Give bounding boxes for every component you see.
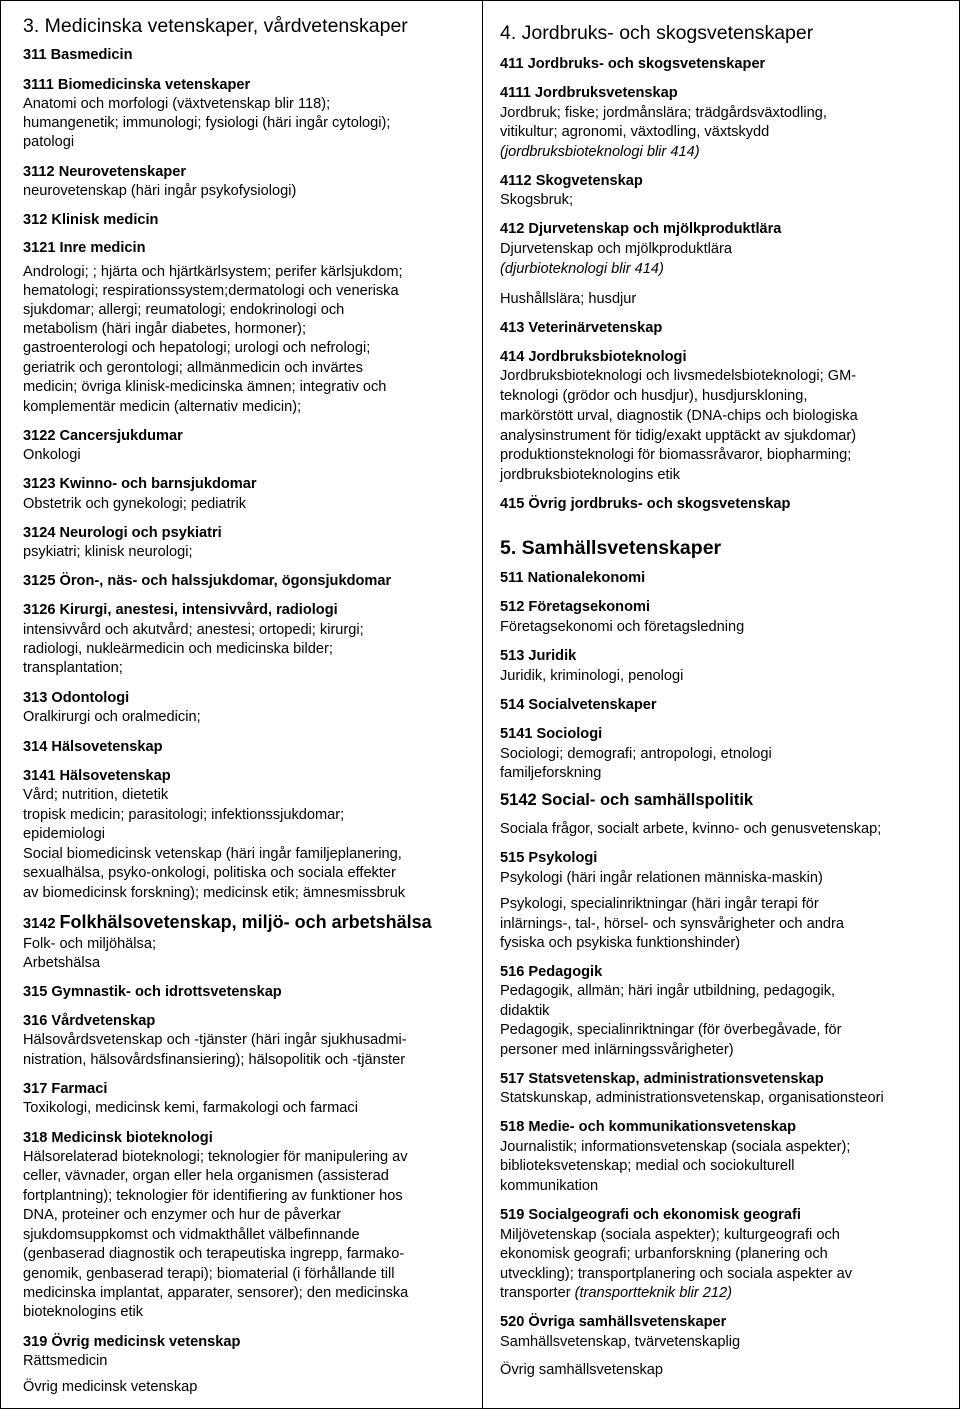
text-line: Onkologi <box>23 447 81 463</box>
subject-314: 314 Hälsovetenskap <box>23 739 163 755</box>
subject-311: 311 Basmedicin <box>23 47 133 63</box>
subject-412: 412 Djurvetenskap och mjölkproduktlära <box>500 221 782 237</box>
subject-5141: 5141 Sociologi <box>500 726 603 742</box>
text-line: bioteknologins etik <box>23 1304 144 1320</box>
text-line: Jordbruksbioteknologi och livsmedelsbioteknologi; GM- <box>500 368 857 384</box>
subject-312: 312 Klinisk medicin <box>23 212 159 228</box>
text-line: nistration, hälsovårdsfinansiering); hälsopolitik och -tjänster <box>23 1052 406 1068</box>
text-line: komplementär medicin (alternativ medicin); <box>23 399 302 415</box>
text-line: Folk- och miljöhälsa; <box>23 936 157 952</box>
text-line: didaktik <box>500 1003 550 1019</box>
text-line: Hälsovårdsvetenskap och -tjänster (häri ingår sjukhusadmi- <box>23 1032 407 1048</box>
subject-512: 512 Företagsekonomi <box>500 599 651 615</box>
text-line: Samhällsvetenskap, tvärvetenskaplig <box>500 1334 741 1350</box>
subject-3123: 3123 Kwinno- och barnsjukdomar <box>23 476 257 492</box>
subject-3142-title: Folkhälsovetenskap, miljö- och arbetshälsa <box>59 912 432 932</box>
subject-313: 313 Odontologi <box>23 690 130 706</box>
text-line: jordbruksbioteknologins etik <box>500 467 681 483</box>
text-line: kommunikation <box>500 1178 599 1194</box>
subject-413: 413 Veterinärvetenskap <box>500 320 663 336</box>
text-line: inlärnings-, tal-, hörsel- och synsvårigheter och andra <box>500 916 844 932</box>
text-line: Obstetrik och gynekologi; pediatrik <box>23 496 247 512</box>
text-line: psykiatri; klinisk neurologi; <box>23 544 193 560</box>
subject-3112: 3112 Neurovetenskaper <box>23 164 187 180</box>
text-line: ekonomisk geografi; urbanforskning (planering och <box>500 1246 828 1262</box>
text-line: teknologi (grödor och husdjur), husdjurskloning, <box>500 388 808 404</box>
subject-519: 519 Socialgeografi och ekonomisk geografi <box>500 1207 801 1223</box>
text-line: Arbetshälsa <box>23 955 101 971</box>
text-line: Juridik, kriminologi, penologi <box>500 668 684 684</box>
subject-514: 514 Socialvetenskaper <box>500 697 657 713</box>
text-line: Rättsmedicin <box>23 1353 108 1369</box>
subject-3111: 3111 Biomedicinska vetenskaper <box>23 77 251 93</box>
text-line: medicin; övriga klinisk-medicinska ämnen; integrativ och <box>23 379 387 395</box>
text-line: sexualhälsa, psyko-onkologi, politiska och sociala effekter <box>23 865 396 881</box>
text-line <box>500 1284 732 1302</box>
text-line: Företagsekonomi och företagsledning <box>500 619 745 635</box>
text-line: av biomedicinsk forskning); medicinsk etik; ämnesmissbruk <box>23 885 406 901</box>
text-line: familjeforskning <box>500 765 602 781</box>
text-line: tropisk medicin; parasitologi; infektionssjukdomar; <box>23 807 345 823</box>
text-line: patologi <box>23 134 75 150</box>
subject-317: 317 Farmaci <box>23 1081 108 1097</box>
text-line: hematologi; respirationssystem;dermatologi och veneriska <box>23 283 399 299</box>
subject-4111: 4111 Jordbruksvetenskap <box>500 85 678 101</box>
text-line: transplantation; <box>23 660 123 676</box>
text-line: Oralkirurgi och oralmedicin; <box>23 709 201 725</box>
subject-316: 316 Vårdvetenskap <box>23 1013 156 1029</box>
text-line: Andrologi; ; hjärta och hjärtkärlsystem; perifer kärlsjukdom; <box>23 264 403 280</box>
subject-513: 513 Juridik <box>500 648 577 664</box>
subject-511: 511 Nationalekonomi <box>500 570 646 586</box>
text-line: Journalistik; informationsvetenskap (sociala aspekter); <box>500 1139 851 1155</box>
text-line: humangenetik; immunologi; fysiologi (häri ingår cytologi); <box>23 115 391 131</box>
text-fragment-italic: (transportteknik blir 212) <box>574 1285 732 1301</box>
text-line: vitikultur; agronomi, växtodling, växtskydd <box>500 124 770 140</box>
subject-515: 515 Psykologi <box>500 850 598 866</box>
subject-5142-title: 5142 Social- och samhällspolitik <box>500 791 754 809</box>
subject-315: 315 Gymnastik- och idrottsvetenskap <box>23 984 282 1000</box>
section-3-heading: 3. Medicinska vetenskaper, vårdvetenskaper <box>23 15 408 37</box>
subject-415: 415 Övrig jordbruks- och skogsvetenskap <box>500 496 791 512</box>
subject-3126: 3126 Kirurgi, anestesi, intensivvård, radiologi <box>23 602 338 618</box>
text-line: markörstött urval, diagnostik (DNA-chips och biologiska <box>500 408 858 424</box>
subject-516: 516 Pedagogik <box>500 964 603 980</box>
text-line: Pedagogik, specialinriktningar (för överbegåvade, för <box>500 1022 842 1038</box>
text-line: Hushållslära; husdjur <box>500 291 637 307</box>
text-line: Övrig samhällsvetenskap <box>500 1362 664 1378</box>
subject-3121: 3121 Inre medicin <box>23 240 146 256</box>
text-line: sjukdomar; allergi; reumatologi; endokrinologi och <box>23 302 345 318</box>
text-line: Sociala frågor, socialt arbete, kvinno- och genusvetenskap; <box>500 821 882 837</box>
text-line: Anatomi och morfologi (växtvetenskap blir 118); <box>23 96 331 112</box>
subject-411: 411 Jordbruks- och skogsvetenskaper <box>500 56 766 72</box>
text-line: analysinstrument för tidig/exakt upptäckt av sjukdomar) <box>500 428 857 444</box>
text-line: intensivvård och akutvård; anestesi; ortopedi; kirurgi; <box>23 622 364 638</box>
text-line: celler, vävnader, organ eller hela organismen (assisterad <box>23 1168 389 1184</box>
subject-520: 520 Övriga samhällsvetenskaper <box>500 1314 727 1330</box>
text-line: Skogsbruk; <box>500 192 574 208</box>
text-line: Jordbruk; fiske; jordmånslära; trädgårdsväxtodling, <box>500 105 827 121</box>
text-line: Hälsorelaterad bioteknologi; teknologier för manipulering av <box>23 1149 408 1165</box>
subject-318: 318 Medicinsk bioteknologi <box>23 1130 213 1146</box>
text-line: DNA, proteiner och enzymer och hur de påverkar <box>23 1207 341 1223</box>
text-line: Toxikologi, medicinsk kemi, farmakologi och farmaci <box>23 1100 358 1116</box>
subject-5142 <box>500 791 753 810</box>
subject-518: 518 Medie- och kommunikationsvetenskap <box>500 1119 797 1135</box>
text-line: (djurbioteknologi blir 414) <box>500 261 664 277</box>
text-line: Psykologi, specialinriktningar (häri ingår terapi för <box>500 896 819 912</box>
subject-3142 <box>23 911 432 933</box>
text-line: geriatrik och gerontologi; allmänmedicin och invärtes <box>23 360 363 376</box>
text-line: fysiska och psykiska funktionshinder) <box>500 935 741 951</box>
text-line: (genbaserad diagnostik och terapeutiska ingrepp, farmako- <box>23 1246 405 1262</box>
text-line: neurovetenskap (häri ingår psykofysiologi) <box>23 183 297 199</box>
text-line: Sociologi; demografi; antropologi, etnologi <box>500 746 772 762</box>
subject-517: 517 Statsvetenskap, administrationsvetenskap <box>500 1071 824 1087</box>
section-5-heading: 5. Samhällsvetenskaper <box>500 537 722 559</box>
text-line: (jordbruksbioteknologi blir 414) <box>500 144 700 160</box>
text-line: Pedagogik, allmän; häri ingår utbildning, pedagogik, <box>500 983 836 999</box>
column-divider <box>482 1 483 1408</box>
subject-3122: 3122 Cancersjukdumar <box>23 428 183 444</box>
text-line: fortplantning); teknologier för identifiering av funktioner hos <box>23 1188 403 1204</box>
subject-3142-code: 3142 <box>23 916 60 932</box>
text-line: personer med inlärningssvårigheter) <box>500 1042 734 1058</box>
text-line: Miljövetenskap (sociala aspekter); kulturgeografi och <box>500 1227 840 1243</box>
section-4-heading: 4. Jordbruks- och skogsvetenskaper <box>500 22 814 44</box>
text-line: epidemiologi <box>23 826 105 842</box>
subject-4112: 4112 Skogvetenskap <box>500 173 643 189</box>
text-line: biblioteksvetenskap; medial och sociokulturell <box>500 1158 795 1174</box>
subject-3141: 3141 Hälsovetenskap <box>23 768 171 784</box>
text-fragment: transporter <box>500 1285 575 1301</box>
text-line: sjukdomsuppkomst och vidmakthållet välbefinnande <box>23 1227 360 1243</box>
text-line: genomik, genbaserad terapi); biomaterial (i förhållande till <box>23 1266 395 1282</box>
text-line: metabolism (häri ingår diabetes, hormoner); <box>23 321 307 337</box>
subject-414: 414 Jordbruksbioteknologi <box>500 349 687 365</box>
text-line: Statskunskap, administrationsvetenskap, organisationsteori <box>500 1090 884 1106</box>
text-line: gastroenterologi och hepatologi; urologi och nefrologi; <box>23 340 371 356</box>
subject-3124: 3124 Neurologi och psykiatri <box>23 525 222 541</box>
text-line: Vård; nutrition, dietetik <box>23 787 169 803</box>
subject-319: 319 Övrig medicinsk vetenskap <box>23 1334 241 1350</box>
text-line: utveckling); transportplanering och sociala aspekter av <box>500 1266 853 1282</box>
text-line: radiologi, nukleärmedicin och medicinska bilder; <box>23 641 333 657</box>
subject-3125: 3125 Öron-, näs- och halssjukdomar, ögonsjukdomar <box>23 573 392 589</box>
text-line: produktionsteknologi för biomassråvaror, biopharming; <box>500 447 852 463</box>
text-line: medicinska implantat, apparater, sensorer); den medicinska <box>23 1285 409 1301</box>
text-line: Djurvetenskap och mjölkproduktlära <box>500 241 732 257</box>
text-line: Psykologi (häri ingår relationen människa-maskin) <box>500 870 823 886</box>
text-line: Social biomedicinsk vetenskap (häri ingår familjeplanering, <box>23 846 402 862</box>
text-line: Övrig medicinsk vetenskap <box>23 1379 198 1395</box>
